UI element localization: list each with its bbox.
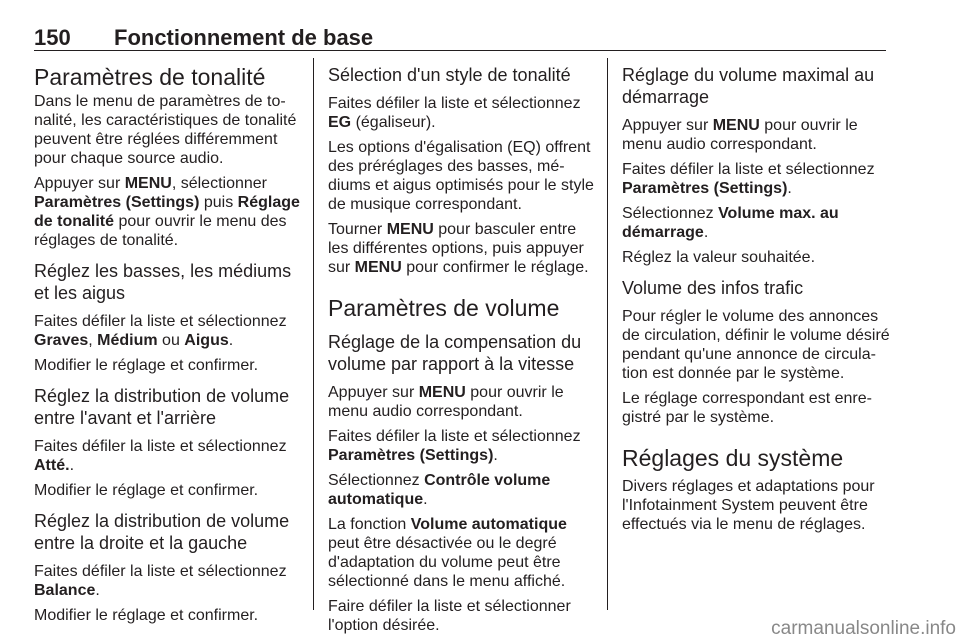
paragraph: Faites défiler la liste et sélectionnez EG (égaliseur). [328, 95, 581, 131]
paragraph: Modifier le réglage et confirmer. [34, 607, 259, 624]
subsection-heading: Réglage du volume maximal au démarrage [622, 65, 875, 107]
column-divider [313, 58, 314, 610]
subsection-heading: Volume des infos trafic [622, 278, 804, 298]
paragraph: Appuyer sur MENU pour ouvrir le menu audio correspondant. [622, 117, 858, 153]
subsection-heading: Sélection d'un style de tonalité [328, 65, 571, 85]
paragraph: Appuyer sur MENU pour ouvrir le menu audio correspondant. [328, 384, 564, 420]
section-heading: Paramètres de volume [328, 295, 560, 321]
column-2 [328, 64, 596, 641]
subsection-heading: Réglez la distribution de volume entre la droite et la gauche [34, 511, 290, 553]
paragraph: Faites défiler la liste et sélectionnez Graves, Médium ou Aigus. [34, 313, 287, 349]
column-1 [34, 64, 302, 631]
paragraph: Faites défiler la liste et sélectionnez Paramètres (Settings). [328, 428, 581, 464]
paragraph: Appuyer sur MENU, sélectionner Paramètres (Settings) puis Réglage de tonalité pour ouvrir le menu des réglages de tonalité. [34, 175, 300, 249]
subsection-heading: Réglez les basses, les médiums et les aigus [34, 261, 292, 303]
paragraph: La fonction Volume automatique peut être désactivée ou le degré d'adaptation du volume peut être sélectionné dans le menu affiché. [328, 516, 567, 590]
section-heading: Paramètres de tonalité [34, 64, 266, 90]
paragraph: Le réglage correspondant est enregistré par le système. [622, 390, 872, 426]
paragraph: Sélectionnez Contrôle volume automatique. [328, 472, 551, 508]
column-divider [607, 58, 608, 610]
paragraph: Faire défiler la liste et sélectionner l'option désirée. [328, 598, 571, 634]
column-3 [622, 64, 890, 540]
paragraph: Sélectionnez Volume max. au démarrage. [622, 205, 839, 241]
paragraph: Faites défiler la liste et sélectionnez Atté.. [34, 438, 287, 474]
paragraph: Divers réglages et adaptations pour l'Infotainment System peuvent être effectués via le menu de réglages. [622, 478, 875, 533]
paragraph: Réglez la valeur souhaitée. [622, 249, 816, 266]
paragraph: Faites défiler la liste et sélectionnez Balance. [34, 563, 287, 599]
paragraph: Faites défiler la liste et sélectionnez Paramètres (Settings). [622, 161, 875, 197]
paragraph: Dans le menu de paramètres de tonalité, les caractéristiques de tonalité peuvent être réglées différemment pour chaque source audio. [34, 93, 297, 167]
paragraph: Les options d'égalisation (EQ) offrent des préréglages des basses, médiums et aigus optimisés pour le style de musique correspondant. [328, 139, 594, 213]
watermark: carmanualsonline.info [771, 618, 956, 639]
subsection-heading: Réglage de la compensation du volume par rapport à la vitesse [328, 332, 582, 374]
paragraph: Tourner MENU pour basculer entre les différentes options, puis appuyer sur MENU pour confirmer le réglage. [328, 221, 589, 276]
running-title: Fonctionnement de base [114, 25, 374, 50]
page-header [34, 26, 886, 51]
paragraph: Modifier le réglage et confirmer. [34, 357, 259, 374]
page-number: 150 [34, 25, 71, 50]
section-heading: Réglages du système [622, 445, 844, 471]
paragraph: Modifier le réglage et confirmer. [34, 482, 259, 499]
paragraph: Pour régler le volume des annonces de circulation, définir le volume désiré pendant qu'une annonce de circulation est donnée par le système. [622, 308, 890, 382]
subsection-heading: Réglez la distribution de volume entre l'avant et l'arrière [34, 386, 290, 428]
